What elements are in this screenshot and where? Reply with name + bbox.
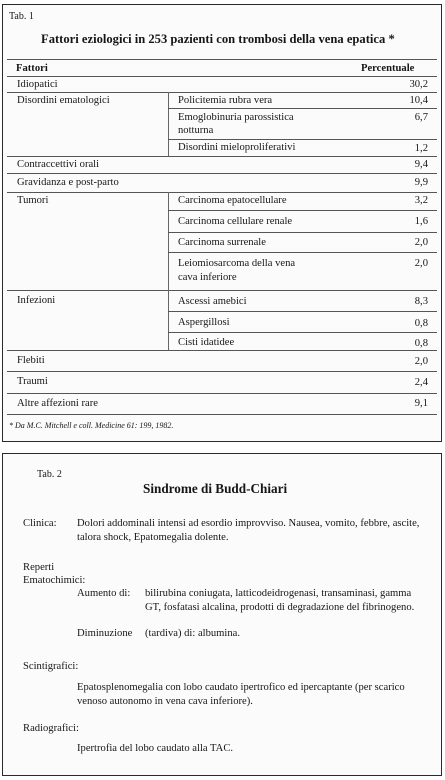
row-label: Contraccettivi orali [17,159,100,170]
scintigrafici-label: Scintigrafici: [23,661,79,672]
divider [168,332,437,333]
row-value: 1,6 [414,216,428,227]
table-1 [2,4,442,442]
footnote: * Da M.C. Mitchell e coll. Medicine 61: 199, 1982. [9,421,174,430]
row-value: 6,7 [414,112,428,123]
divider [168,232,437,233]
row-value: 2,0 [414,258,428,269]
diminuzione-text: (tardiva) di: albumina. [145,628,241,639]
row-label: Gravidanza e post-parto [17,177,119,188]
divider [7,371,437,372]
divider [168,252,437,253]
aumento-text: bilirubina coniugata, latticodeidrogenasi, transaminasi, gamma GT, fosfatasi alcalina, prodotti di degradazione del fibrinogeno. [145,588,415,613]
divider [168,108,437,109]
sub-row-label: Carcinoma cellulare renale [178,216,293,227]
sub-row-label: Cisti idatidee [178,337,235,348]
table-label: Tab. 1 [9,11,34,22]
sub-row-label: Emoglobinuria parossistica [178,112,294,123]
row-value: 9,9 [414,177,428,188]
divider [7,350,437,351]
row-label: Disordini ematologici [17,95,110,106]
divider [7,414,437,415]
divider [7,76,437,77]
row-value: 0,8 [414,338,428,349]
clinica-text: Dolori addominali intensi ad esordio improvviso. Nausea, vomito, febbre, ascite, talora shock, Epatomegalia dolente. [77,518,420,543]
sub-row-label: cava inferiore [178,272,237,283]
row-value: 2,0 [414,356,428,367]
sub-row-label: Policitemia rubra vera [178,95,273,106]
reperti-label: Reperti [23,562,55,573]
divider [168,192,169,290]
row-value: 2,4 [414,377,428,388]
sub-row-label: notturna [178,125,214,136]
row-value: 3,2 [414,195,428,206]
row-value: 9,4 [414,159,428,170]
radiografici-text: Ipertrofia del lobo caudato alla TAC. [77,743,234,754]
row-value: 9,1 [414,398,428,409]
row-value: 1,2 [414,143,428,154]
row-value: 30,2 [409,79,428,90]
radiografici-label: Radiografici: [23,723,79,734]
diminuzione-label: Diminuzione [77,628,133,639]
divider [168,139,437,140]
row-value: 8,3 [414,296,428,307]
row-label: Infezioni [17,295,56,306]
sub-row-label: Leiomiosarcoma della vena [178,258,296,269]
table-title: Fattori eziologici in 253 pazienti con trombosi della vena epatica * [41,32,395,46]
divider [7,173,437,174]
row-label: Traumi [17,376,48,387]
divider [7,192,437,193]
sub-row-label: Carcinoma surrenale [178,237,266,248]
column-header-factor: Fattori [16,63,48,74]
divider [7,156,437,157]
table-2 [2,453,442,776]
divider [168,311,437,312]
aumento-label: Aumento di: [77,588,131,599]
scintigrafici-text: Epatosplenomegalia con lobo caudato ipertrofico ed ipercaptante (per scarico venoso autonomo in vena cava inferiore). [77,682,405,707]
divider [7,290,437,291]
sub-row-label: Aspergillosi [178,317,230,328]
divider [168,92,169,156]
divider [7,92,437,93]
divider [7,59,437,60]
table-title: Sindrome di Budd-Chiari [143,481,288,496]
table-label: Tab. 2 [37,469,62,480]
column-header-percent: Percentuale [361,63,415,74]
row-value: 2,0 [414,237,428,248]
clinica-label: Clinica: [23,518,57,529]
sub-row-label: Ascessi amebici [178,296,247,307]
row-label: Idiopatici [17,79,58,90]
row-label: Altre affezioni rare [17,398,98,409]
divider [7,393,437,394]
row-label: Tumori [17,195,49,206]
row-value: 0,8 [414,318,428,329]
sub-row-label: Disordini mieloproliferativi [178,142,296,153]
row-label: Flebiti [17,355,45,366]
row-value: 10,4 [409,95,428,106]
sub-row-label: Carcinoma epatocellulare [178,195,287,206]
divider [168,210,437,211]
reperti-label: Ematochimici: [23,575,86,586]
divider [168,290,169,350]
